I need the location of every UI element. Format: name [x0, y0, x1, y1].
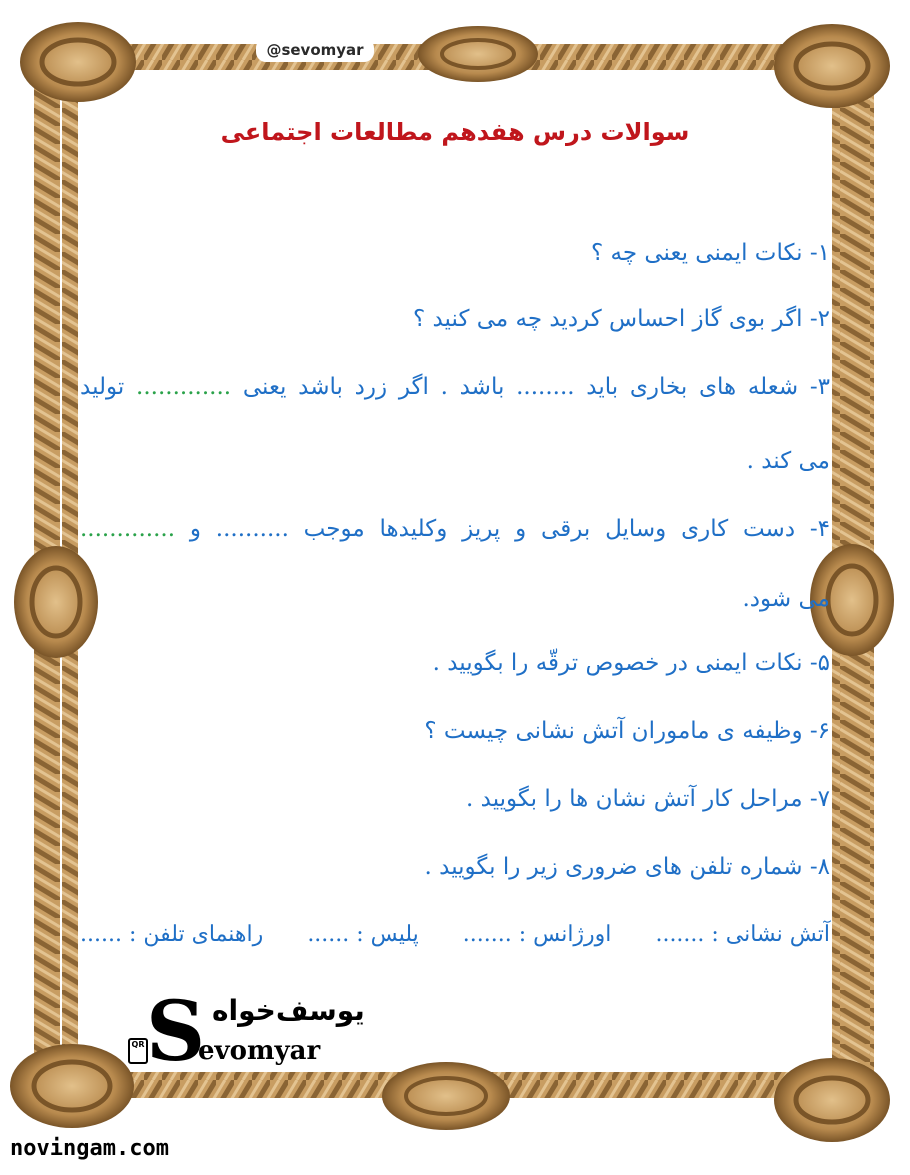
sevomyar-logo [120, 984, 365, 1080]
phone-numbers-row [80, 922, 830, 947]
question-4-continuation: می شود. [742, 586, 830, 612]
channel-handle: @sevomyar [256, 38, 374, 62]
logo-persian-name: یوسف‌خواه [212, 994, 365, 1027]
question-3-blank: ............. [136, 374, 232, 400]
question-3-part-a: ۳- شعله های بخاری باید ........ باشد . اگر زرد باشد یعنی [242, 374, 831, 400]
question-8: ۸- شماره تلفن های ضروری زیر را بگویید . [424, 854, 830, 880]
page-title: سوالات درس هفدهم مطالعات اجتماعی [220, 118, 690, 146]
question-3-part-b: تولید [80, 374, 125, 400]
logo-letter: S [146, 984, 206, 1080]
question-4-part-a: ۴- دست کاری وسایل برقی و پریز وکلیدها موجب .......... و [189, 516, 831, 542]
question-4 [80, 516, 830, 542]
question-5: ۵- نکات ایمنی در خصوص ترقّه را بگویید . [432, 650, 830, 676]
question-6: ۶- وظیفه ی ماموران آتش نشانی چیست ؟ [424, 718, 830, 744]
logo-text: evomyar [198, 1036, 321, 1066]
footer-site: novingam.com [10, 1136, 169, 1161]
question-4-blank: ............. [80, 516, 176, 542]
qr-badge-icon: QR [128, 1038, 148, 1064]
phone-info: راهنمای تلفن : ...... [80, 922, 264, 947]
question-3-continuation: می کند . [746, 448, 830, 474]
question-2: ۲- اگر بوی گاز احساس کردید چه می کنید ؟ [412, 306, 830, 332]
phone-fire: آتش نشانی : ....... [655, 922, 830, 947]
phone-police: پلیس : ...... [307, 922, 419, 947]
question-3 [80, 374, 830, 400]
question-1: ۱- نکات ایمنی یعنی چه ؟ [590, 240, 830, 266]
phone-emergency: اورژانس : ....... [462, 922, 612, 947]
question-7: ۷- مراحل کار آتش نشان ها را بگویید . [466, 786, 830, 812]
